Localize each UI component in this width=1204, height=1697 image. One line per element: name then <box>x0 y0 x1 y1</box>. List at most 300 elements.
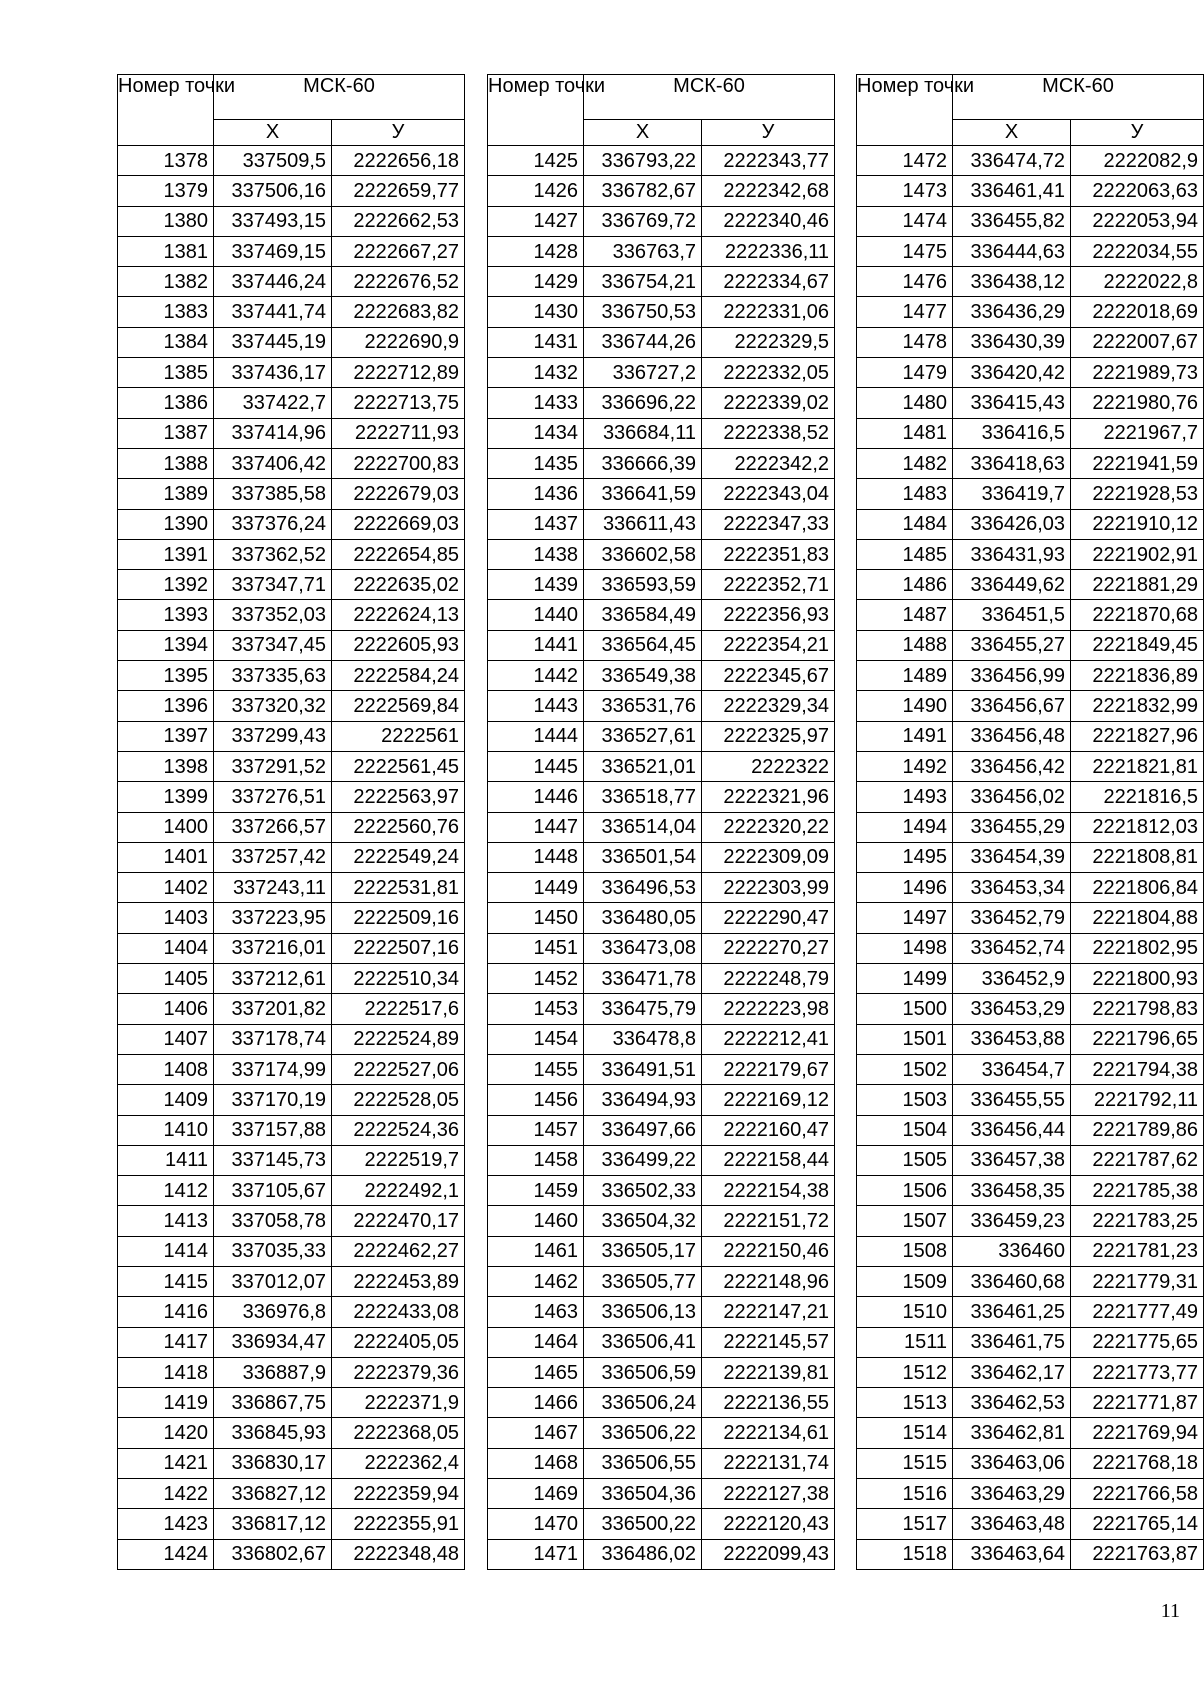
x-coordinate-cell: 336419,7 <box>953 479 1071 509</box>
point-number-cell: 1380 <box>118 206 214 236</box>
point-number-cell: 1424 <box>118 1539 214 1569</box>
table-row <box>857 1539 1204 1569</box>
point-number-cell: 1425 <box>488 146 584 176</box>
x-coordinate-cell: 336452,9 <box>953 964 1071 994</box>
y-coordinate-cell: 2222082,9 <box>1071 146 1204 176</box>
point-number-cell: 1474 <box>857 206 953 236</box>
point-number-cell: 1432 <box>488 358 584 388</box>
point-number-cell: 1407 <box>118 1024 214 1054</box>
point-number-cell: 1514 <box>857 1418 953 1448</box>
y-coordinate-cell: 2222154,38 <box>702 1176 835 1206</box>
table-row <box>488 600 835 630</box>
table-row <box>118 1176 465 1206</box>
table-row <box>118 1085 465 1115</box>
table-row <box>488 1054 835 1084</box>
y-coordinate-cell: 2222334,67 <box>702 267 835 297</box>
y-coordinate-cell: 2222331,06 <box>702 297 835 327</box>
table-row <box>118 509 465 539</box>
table-row <box>857 1266 1204 1296</box>
point-number-cell: 1396 <box>118 691 214 721</box>
x-coordinate-cell: 337212,61 <box>214 964 332 994</box>
table-row <box>118 1448 465 1478</box>
x-coordinate-cell: 336462,53 <box>953 1388 1071 1418</box>
x-coordinate-cell: 336564,45 <box>584 630 702 660</box>
table-row <box>857 1297 1204 1327</box>
y-coordinate-cell: 2221789,86 <box>1071 1115 1204 1145</box>
x-coordinate-cell: 336453,29 <box>953 994 1071 1024</box>
x-coordinate-cell: 336491,51 <box>584 1054 702 1084</box>
x-coordinate-cell: 336506,55 <box>584 1448 702 1478</box>
point-number-cell: 1473 <box>857 176 953 206</box>
table-row <box>857 661 1204 691</box>
point-number-cell: 1492 <box>857 751 953 781</box>
y-coordinate-cell: 2221771,87 <box>1071 1388 1204 1418</box>
table-row <box>118 661 465 691</box>
x-coordinate-cell: 337145,73 <box>214 1145 332 1175</box>
y-coordinate-cell: 2221765,14 <box>1071 1509 1204 1539</box>
y-coordinate-cell: 2221794,38 <box>1071 1054 1204 1084</box>
x-column-header: Х <box>214 120 332 146</box>
x-coordinate-cell: 336449,62 <box>953 570 1071 600</box>
page-number: 11 <box>1160 1600 1180 1622</box>
table-row <box>118 297 465 327</box>
x-coordinate-cell: 336494,93 <box>584 1085 702 1115</box>
y-coordinate-cell: 2222524,36 <box>332 1115 465 1145</box>
table-row <box>118 1266 465 1296</box>
point-number-cell: 1387 <box>118 418 214 448</box>
x-coordinate-cell: 336480,05 <box>584 903 702 933</box>
point-number-cell: 1384 <box>118 327 214 357</box>
point-number-cell: 1443 <box>488 691 584 721</box>
x-coordinate-cell: 337414,96 <box>214 418 332 448</box>
x-coordinate-cell: 336455,27 <box>953 630 1071 660</box>
x-coordinate-cell: 336426,03 <box>953 509 1071 539</box>
y-coordinate-cell: 2222150,46 <box>702 1236 835 1266</box>
table-row <box>118 1297 465 1327</box>
point-number-cell: 1423 <box>118 1509 214 1539</box>
x-coordinate-cell: 336527,61 <box>584 721 702 751</box>
table-row <box>118 267 465 297</box>
table-row <box>857 388 1204 418</box>
y-coordinate-cell: 2222340,46 <box>702 206 835 236</box>
y-coordinate-cell: 2222151,72 <box>702 1206 835 1236</box>
x-coordinate-cell: 336486,02 <box>584 1539 702 1569</box>
table-row <box>857 782 1204 812</box>
point-number-cell: 1456 <box>488 1085 584 1115</box>
y-coordinate-cell: 2222342,2 <box>702 448 835 478</box>
point-number-cell: 1448 <box>488 842 584 872</box>
y-coordinate-cell: 2221816,5 <box>1071 782 1204 812</box>
point-number-cell: 1450 <box>488 903 584 933</box>
y-coordinate-cell: 2221781,23 <box>1071 1236 1204 1266</box>
table-row <box>488 418 835 448</box>
table-row <box>488 751 835 781</box>
point-number-cell: 1453 <box>488 994 584 1024</box>
x-coordinate-cell: 337257,42 <box>214 842 332 872</box>
x-coordinate-cell: 336727,2 <box>584 358 702 388</box>
y-coordinate-cell: 2222453,89 <box>332 1266 465 1296</box>
y-coordinate-cell: 2222662,53 <box>332 206 465 236</box>
point-number-cell: 1462 <box>488 1266 584 1296</box>
table-row <box>118 1236 465 1266</box>
x-coordinate-cell: 336431,93 <box>953 539 1071 569</box>
point-number-cell: 1436 <box>488 479 584 509</box>
y-coordinate-cell: 2221802,95 <box>1071 933 1204 963</box>
table-row <box>118 751 465 781</box>
x-coordinate-cell: 337266,57 <box>214 812 332 842</box>
table-row <box>857 1448 1204 1478</box>
y-coordinate-cell: 2221808,81 <box>1071 842 1204 872</box>
table-row <box>488 994 835 1024</box>
y-coordinate-cell: 2221804,88 <box>1071 903 1204 933</box>
table-row <box>118 903 465 933</box>
y-coordinate-cell: 2221777,49 <box>1071 1297 1204 1327</box>
point-number-cell: 1412 <box>118 1176 214 1206</box>
x-coordinate-cell: 336463,64 <box>953 1539 1071 1569</box>
point-number-cell: 1379 <box>118 176 214 206</box>
point-number-cell: 1403 <box>118 903 214 933</box>
point-number-cell: 1508 <box>857 1236 953 1266</box>
y-coordinate-cell: 2222531,81 <box>332 873 465 903</box>
point-number-cell: 1496 <box>857 873 953 903</box>
y-coordinate-cell: 2221763,87 <box>1071 1539 1204 1569</box>
table-row <box>488 630 835 660</box>
point-number-cell: 1431 <box>488 327 584 357</box>
table-row <box>118 1388 465 1418</box>
y-coordinate-cell: 2222561,45 <box>332 751 465 781</box>
table-row <box>118 570 465 600</box>
y-coordinate-cell: 2222405,05 <box>332 1327 465 1357</box>
table-row <box>857 691 1204 721</box>
x-coordinate-cell: 337362,52 <box>214 539 332 569</box>
x-coordinate-cell: 336475,79 <box>584 994 702 1024</box>
coordinate-table-1 <box>117 74 465 1570</box>
point-number-cell: 1442 <box>488 661 584 691</box>
x-coordinate-cell: 336456,02 <box>953 782 1071 812</box>
table-body <box>488 146 835 1570</box>
y-coordinate-cell: 2221928,53 <box>1071 479 1204 509</box>
table-row <box>857 1418 1204 1448</box>
table-row <box>857 721 1204 751</box>
x-coordinate-cell: 336830,17 <box>214 1448 332 1478</box>
x-coordinate-cell: 336459,23 <box>953 1206 1071 1236</box>
table-row <box>118 782 465 812</box>
point-number-cell: 1479 <box>857 358 953 388</box>
table-row <box>857 448 1204 478</box>
point-number-cell: 1497 <box>857 903 953 933</box>
table-row <box>488 146 835 176</box>
x-coordinate-cell: 336531,76 <box>584 691 702 721</box>
point-number-cell: 1439 <box>488 570 584 600</box>
x-coordinate-cell: 336506,24 <box>584 1388 702 1418</box>
point-number-cell: 1457 <box>488 1115 584 1145</box>
point-number-cell: 1468 <box>488 1448 584 1478</box>
y-coordinate-cell: 2222624,13 <box>332 600 465 630</box>
point-number-cell: 1381 <box>118 236 214 266</box>
point-number-cell: 1449 <box>488 873 584 903</box>
point-number-cell: 1438 <box>488 539 584 569</box>
point-number-cell: 1417 <box>118 1327 214 1357</box>
x-coordinate-cell: 336455,29 <box>953 812 1071 842</box>
point-number-cell: 1385 <box>118 358 214 388</box>
y-coordinate-cell: 2221796,65 <box>1071 1024 1204 1054</box>
point-number-cell: 1410 <box>118 1115 214 1145</box>
table-row <box>118 933 465 963</box>
table-row <box>118 358 465 388</box>
table-row <box>488 842 835 872</box>
table-row <box>488 1297 835 1327</box>
y-coordinate-cell: 2221806,84 <box>1071 873 1204 903</box>
x-coordinate-cell: 336505,77 <box>584 1266 702 1296</box>
point-number-cell: 1455 <box>488 1054 584 1084</box>
point-number-cell: 1429 <box>488 267 584 297</box>
point-number-cell: 1414 <box>118 1236 214 1266</box>
point-number-cell: 1401 <box>118 842 214 872</box>
x-coordinate-cell: 336461,25 <box>953 1297 1071 1327</box>
point-number-cell: 1517 <box>857 1509 953 1539</box>
x-coordinate-cell: 337445,19 <box>214 327 332 357</box>
x-coordinate-cell: 336497,66 <box>584 1115 702 1145</box>
y-coordinate-cell: 2222519,7 <box>332 1145 465 1175</box>
x-coordinate-cell: 336593,59 <box>584 570 702 600</box>
x-coordinate-cell: 336457,38 <box>953 1145 1071 1175</box>
x-coordinate-cell: 336496,53 <box>584 873 702 903</box>
x-coordinate-cell: 337105,67 <box>214 1176 332 1206</box>
y-coordinate-cell: 2222022,8 <box>1071 267 1204 297</box>
x-coordinate-cell: 337157,88 <box>214 1115 332 1145</box>
point-number-cell: 1480 <box>857 388 953 418</box>
y-coordinate-cell: 2222462,27 <box>332 1236 465 1266</box>
x-coordinate-cell: 336415,43 <box>953 388 1071 418</box>
table-row <box>488 1539 835 1569</box>
table-row <box>488 1236 835 1266</box>
table-row <box>857 933 1204 963</box>
table-row <box>118 691 465 721</box>
x-coordinate-cell: 336684,11 <box>584 418 702 448</box>
point-number-cell: 1470 <box>488 1509 584 1539</box>
y-coordinate-cell: 2222347,33 <box>702 509 835 539</box>
table-row <box>118 964 465 994</box>
point-number-cell: 1397 <box>118 721 214 751</box>
x-coordinate-cell: 336444,63 <box>953 236 1071 266</box>
x-coordinate-cell: 336500,22 <box>584 1509 702 1539</box>
table-row <box>857 539 1204 569</box>
table-row <box>857 600 1204 630</box>
point-number-cell: 1478 <box>857 327 953 357</box>
point-number-cell: 1390 <box>118 509 214 539</box>
y-coordinate-cell: 2222325,97 <box>702 721 835 751</box>
point-number-cell: 1394 <box>118 630 214 660</box>
y-coordinate-cell: 2222134,61 <box>702 1418 835 1448</box>
x-coordinate-cell: 336454,39 <box>953 842 1071 872</box>
y-coordinate-cell: 2222338,52 <box>702 418 835 448</box>
table-row <box>488 1115 835 1145</box>
y-coordinate-cell: 2222683,82 <box>332 297 465 327</box>
point-number-cell: 1498 <box>857 933 953 963</box>
x-coordinate-cell: 336521,01 <box>584 751 702 781</box>
point-number-cell: 1406 <box>118 994 214 1024</box>
table-row <box>488 1448 835 1478</box>
table-body <box>118 146 465 1570</box>
point-number-cell: 1446 <box>488 782 584 812</box>
point-number-cell: 1499 <box>857 964 953 994</box>
table-row <box>488 570 835 600</box>
y-coordinate-cell: 2222332,05 <box>702 358 835 388</box>
x-coordinate-cell: 336456,42 <box>953 751 1071 781</box>
point-number-cell: 1413 <box>118 1206 214 1236</box>
point-number-cell: 1434 <box>488 418 584 448</box>
y-coordinate-cell: 2222368,05 <box>332 1418 465 1448</box>
y-coordinate-cell: 2222320,22 <box>702 812 835 842</box>
table-row <box>118 418 465 448</box>
table-row <box>857 570 1204 600</box>
table-row <box>118 176 465 206</box>
y-coordinate-cell: 2222352,71 <box>702 570 835 600</box>
x-coordinate-cell: 336453,88 <box>953 1024 1071 1054</box>
table-row <box>488 964 835 994</box>
x-coordinate-cell: 337347,45 <box>214 630 332 660</box>
y-coordinate-cell: 2222290,47 <box>702 903 835 933</box>
table-row <box>118 1357 465 1387</box>
table-row <box>857 297 1204 327</box>
y-coordinate-cell: 2222007,67 <box>1071 327 1204 357</box>
table-row <box>857 994 1204 1024</box>
y-coordinate-cell: 2222679,03 <box>332 479 465 509</box>
point-number-cell: 1506 <box>857 1176 953 1206</box>
point-number-cell: 1458 <box>488 1145 584 1175</box>
x-coordinate-cell: 336474,72 <box>953 146 1071 176</box>
point-number-cell: 1502 <box>857 1054 953 1084</box>
table-row <box>857 176 1204 206</box>
x-coordinate-cell: 337170,19 <box>214 1085 332 1115</box>
table-row <box>118 630 465 660</box>
point-number-cell: 1518 <box>857 1539 953 1569</box>
point-number-cell: 1489 <box>857 661 953 691</box>
point-number-cell: 1485 <box>857 539 953 569</box>
table-row <box>857 479 1204 509</box>
y-coordinate-cell: 2222362,4 <box>332 1448 465 1478</box>
x-coordinate-cell: 337446,24 <box>214 267 332 297</box>
x-coordinate-cell: 336456,67 <box>953 691 1071 721</box>
y-coordinate-cell: 2222053,94 <box>1071 206 1204 236</box>
x-coordinate-cell: 337058,78 <box>214 1206 332 1236</box>
x-coordinate-cell: 336455,55 <box>953 1085 1071 1115</box>
y-coordinate-cell: 2222351,83 <box>702 539 835 569</box>
y-coordinate-cell: 2221775,65 <box>1071 1327 1204 1357</box>
x-column-header: Х <box>584 120 702 146</box>
point-number-cell: 1433 <box>488 388 584 418</box>
point-number-cell: 1378 <box>118 146 214 176</box>
point-number-cell: 1393 <box>118 600 214 630</box>
point-number-cell: 1511 <box>857 1327 953 1357</box>
x-coordinate-cell: 336502,33 <box>584 1176 702 1206</box>
coordinate-table-2 <box>487 74 835 1570</box>
table-row <box>488 327 835 357</box>
x-coordinate-cell: 337376,24 <box>214 509 332 539</box>
x-coordinate-cell: 336456,44 <box>953 1115 1071 1145</box>
table-row <box>488 933 835 963</box>
x-coordinate-cell: 336602,58 <box>584 539 702 569</box>
y-coordinate-cell: 2222492,1 <box>332 1176 465 1206</box>
y-coordinate-cell: 2222147,21 <box>702 1297 835 1327</box>
y-coordinate-cell: 2221783,25 <box>1071 1206 1204 1236</box>
y-coordinate-cell: 2222329,34 <box>702 691 835 721</box>
y-coordinate-cell: 2222158,44 <box>702 1145 835 1175</box>
y-coordinate-cell: 2222379,36 <box>332 1357 465 1387</box>
y-coordinate-cell: 2221910,12 <box>1071 509 1204 539</box>
table-row <box>857 358 1204 388</box>
y-coordinate-cell: 2222563,97 <box>332 782 465 812</box>
point-number-cell: 1503 <box>857 1085 953 1115</box>
x-coordinate-cell: 336478,8 <box>584 1024 702 1054</box>
table-row <box>857 509 1204 539</box>
point-number-cell: 1482 <box>857 448 953 478</box>
x-coordinate-cell: 336793,22 <box>584 146 702 176</box>
x-coordinate-cell: 337335,63 <box>214 661 332 691</box>
y-coordinate-cell: 2222136,55 <box>702 1388 835 1418</box>
table-row <box>118 1479 465 1509</box>
y-coordinate-cell: 2222635,02 <box>332 570 465 600</box>
y-coordinate-cell: 2222131,74 <box>702 1448 835 1478</box>
point-number-cell: 1490 <box>857 691 953 721</box>
point-number-cell: 1452 <box>488 964 584 994</box>
point-number-cell: 1491 <box>857 721 953 751</box>
y-coordinate-cell: 2222120,43 <box>702 1509 835 1539</box>
y-coordinate-cell: 2222145,57 <box>702 1327 835 1357</box>
y-coordinate-cell: 2222527,06 <box>332 1054 465 1084</box>
point-number-cell: 1399 <box>118 782 214 812</box>
x-coordinate-cell: 336430,39 <box>953 327 1071 357</box>
x-coordinate-cell: 336452,79 <box>953 903 1071 933</box>
table-row <box>118 388 465 418</box>
table-row <box>118 1024 465 1054</box>
x-coordinate-cell: 336867,75 <box>214 1388 332 1418</box>
table-row <box>857 146 1204 176</box>
y-coordinate-cell: 2222711,93 <box>332 418 465 448</box>
point-number-cell: 1447 <box>488 812 584 842</box>
point-number-cell: 1430 <box>488 297 584 327</box>
x-coordinate-cell: 336460,68 <box>953 1266 1071 1296</box>
point-number-cell: 1421 <box>118 1448 214 1478</box>
table-row <box>857 812 1204 842</box>
table-row <box>118 1054 465 1084</box>
table-row <box>857 1357 1204 1387</box>
table-row <box>118 842 465 872</box>
point-number-cell: 1467 <box>488 1418 584 1448</box>
y-coordinate-cell: 2221785,38 <box>1071 1176 1204 1206</box>
table-row <box>118 327 465 357</box>
y-coordinate-cell: 2221989,73 <box>1071 358 1204 388</box>
point-number-cell: 1504 <box>857 1115 953 1145</box>
y-coordinate-cell: 2221792,11 <box>1071 1085 1204 1115</box>
table-row <box>488 782 835 812</box>
y-coordinate-cell: 2221766,58 <box>1071 1479 1204 1509</box>
x-coordinate-cell: 336463,29 <box>953 1479 1071 1509</box>
point-number-cell: 1441 <box>488 630 584 660</box>
table-row <box>118 1327 465 1357</box>
y-coordinate-cell: 2222099,43 <box>702 1539 835 1569</box>
y-coordinate-cell: 2222528,05 <box>332 1085 465 1115</box>
y-coordinate-cell: 2222309,09 <box>702 842 835 872</box>
point-number-cell: 1509 <box>857 1266 953 1296</box>
point-number-cell: 1382 <box>118 267 214 297</box>
point-number-cell: 1388 <box>118 448 214 478</box>
x-coordinate-cell: 337352,03 <box>214 600 332 630</box>
point-number-cell: 1408 <box>118 1054 214 1084</box>
table-row <box>118 448 465 478</box>
point-number-cell: 1516 <box>857 1479 953 1509</box>
y-coordinate-cell: 2222270,27 <box>702 933 835 963</box>
